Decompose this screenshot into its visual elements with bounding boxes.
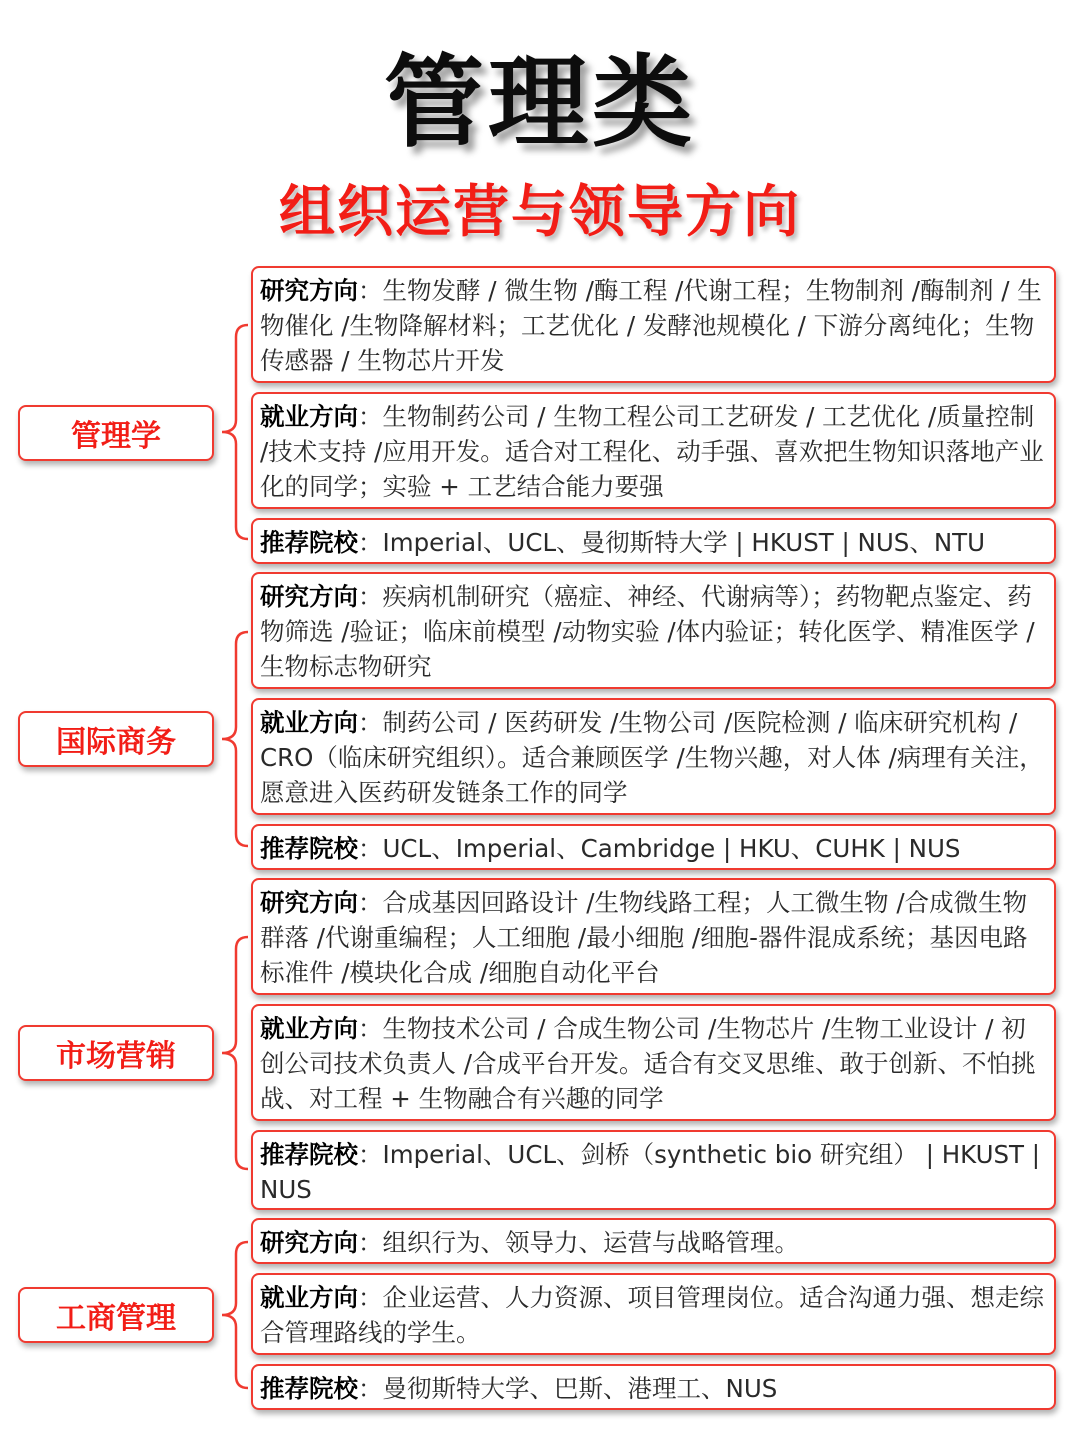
category-label: 国际商务 (18, 711, 214, 767)
schools-label: 推荐院校 (260, 528, 358, 557)
schools-box (251, 824, 1056, 870)
research-box (251, 1218, 1056, 1264)
label-separator: ： (358, 1140, 383, 1169)
schools-label: 推荐院校 (260, 1140, 358, 1169)
section-brace (214, 935, 250, 1171)
label-separator: ： (358, 528, 383, 557)
category-label: 管理学 (18, 405, 214, 461)
schools-text: 曼彻斯特大学、巴斯、港理工、NUS (382, 1374, 778, 1403)
research-text: 组织行为、领导力、运营与战略管理。 (382, 1228, 799, 1257)
schools-text: Imperial、UCL、曼彻斯特大学 | HKUST | NUS、NTU (382, 528, 986, 557)
section-brace (214, 1240, 250, 1390)
career-label: 就业方向 (260, 1014, 358, 1043)
career-label: 就业方向 (260, 708, 358, 737)
schools-text: Imperial、UCL、剑桥（synthetic bio 研究组） | HKUST | NUS (260, 1140, 1041, 1204)
research-label: 研究方向 (260, 1228, 358, 1257)
career-text: 生物技术公司 / 合成生物公司 /生物芯片 /生物工业设计 / 初创公司技术负责人 /合成平台开发。适合有交叉思维、敢于创新、不怕挑战、对工程 + 生物融合有兴趣的同学 (260, 1014, 1036, 1113)
schools-box (251, 1130, 1056, 1210)
research-text: 生物发酵 / 微生物 /酶工程 /代谢工程；生物制剂 /酶制剂 / 生物催化 /生物降解材料；工艺优化 / 发酵池规模化 / 下游分离纯化；生物传感器 / 生物芯片开发 (260, 276, 1042, 375)
research-box (251, 572, 1056, 689)
label-separator: ： (358, 402, 383, 431)
research-box (251, 266, 1056, 383)
label-separator: ： (358, 582, 383, 611)
career-text: 制药公司 / 医药研发 /生物公司 /医院检测 / 临床研究机构 / CRO（临床研究组织）。适合兼顾医学 /生物兴趣，对人体 /病理有关注，愿意进入医药研发链条工作的同学 (260, 708, 1044, 807)
schools-text: UCL、Imperial、Cambridge | HKU、CUHK | NUS (382, 834, 961, 863)
career-label: 就业方向 (260, 1283, 358, 1312)
category-label: 工商管理 (18, 1287, 214, 1343)
career-box (251, 1004, 1056, 1121)
label-separator: ： (358, 708, 383, 737)
label-separator: ： (358, 1374, 383, 1403)
section-brace (214, 630, 250, 848)
career-text: 生物制药公司 / 生物工程公司工艺研发 / 工艺优化 /质量控制 /技术支持 /应用开发。适合对工程化、动手强、喜欢把生物知识落地产业化的同学；实验 + 工艺结合能力要强 (260, 402, 1044, 501)
research-box (251, 878, 1056, 995)
label-separator: ： (358, 1014, 383, 1043)
research-label: 研究方向 (260, 582, 358, 611)
label-separator: ： (358, 888, 383, 917)
schools-label: 推荐院校 (260, 1374, 358, 1403)
schools-label: 推荐院校 (260, 834, 358, 863)
section-brace (214, 323, 250, 541)
label-separator: ： (358, 276, 383, 305)
label-separator: ： (358, 1283, 383, 1312)
career-box (251, 392, 1056, 509)
career-text: 企业运营、人力资源、项目管理岗位。适合沟通力强、想走综合管理路线的学生。 (260, 1283, 1044, 1347)
research-label: 研究方向 (260, 276, 358, 305)
research-text: 疾病机制研究（癌症、神经、代谢病等）；药物靶点鉴定、药物筛选 /验证；临床前模型 /动物实验 /体内验证；转化医学、精准医学 /生物标志物研究 (260, 582, 1035, 681)
schools-box (251, 518, 1056, 564)
career-box (251, 698, 1056, 815)
research-text: 合成基因回路设计 /生物线路工程；人工微生物 /合成微生物群落 /代谢重编程；人工细胞 /最小细胞 /细胞-器件混成系统；基因电路标准件 /模块化合成 /细胞自动化平台 (260, 888, 1028, 987)
research-label: 研究方向 (260, 888, 358, 917)
career-label: 就业方向 (260, 402, 358, 431)
schools-box (251, 1364, 1056, 1410)
label-separator: ： (358, 834, 383, 863)
page-title: 管理类 (384, 44, 696, 161)
label-separator: ： (358, 1228, 383, 1257)
category-label: 市场营销 (18, 1025, 214, 1081)
career-box (251, 1273, 1056, 1355)
page-subtitle: 组织运营与领导方向 (279, 180, 801, 245)
